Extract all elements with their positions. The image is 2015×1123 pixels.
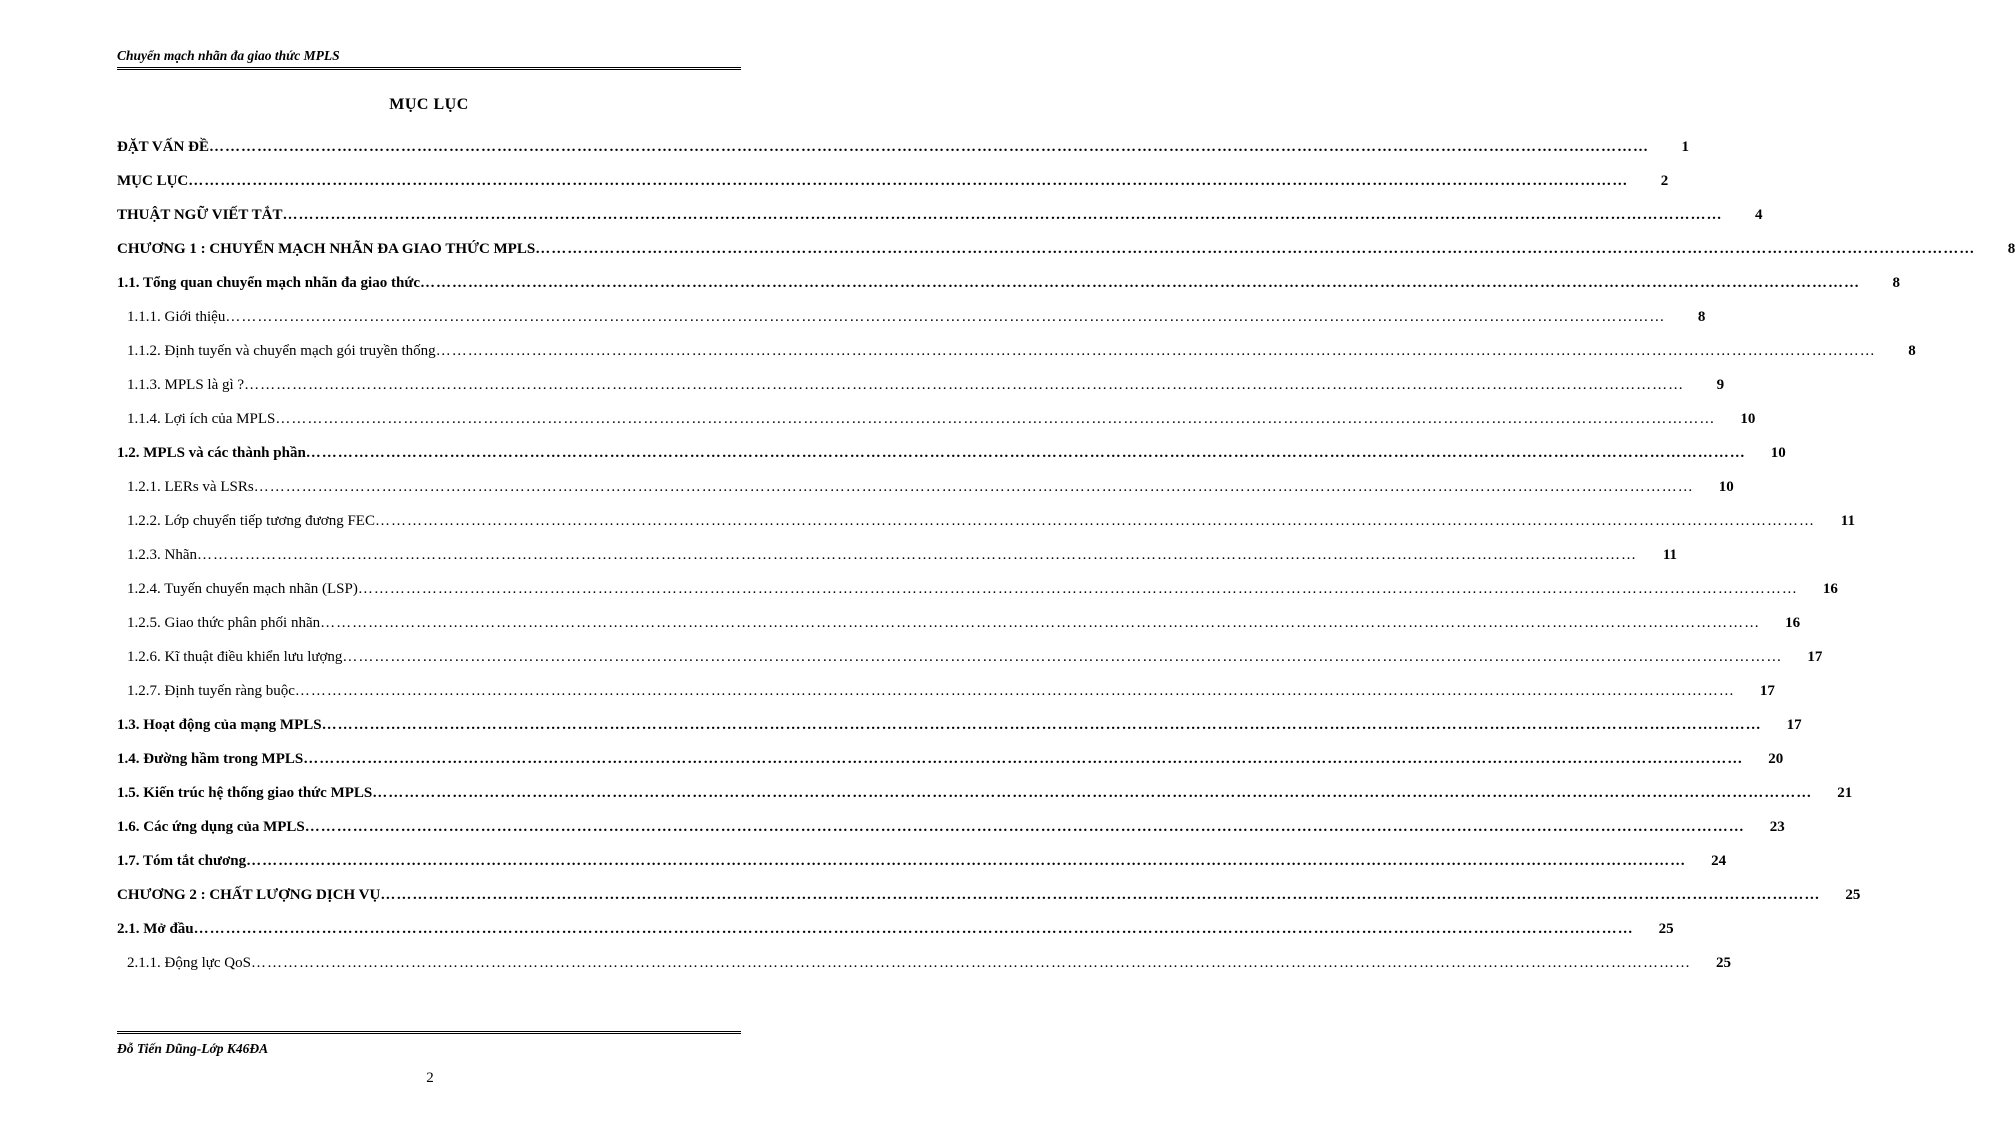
header-divider: [117, 67, 741, 70]
toc-page-number: 10: [1770, 444, 1786, 461]
footer-divider: [117, 1031, 741, 1034]
toc-page-number: 20: [1768, 750, 1784, 767]
toc-entry[interactable]: [117, 436, 1786, 470]
dot-leader: ………………………………………………………………………………………………………………………………………………………………………………………………………………………………………………: [303, 750, 1744, 767]
toc-entry-text: MỤC LỤC: [117, 172, 189, 189]
toc-entry[interactable]: [117, 334, 1916, 368]
toc-entry-text: 1.5. Kiến trúc hệ thống giao thức MPLS: [117, 784, 373, 801]
toc-entry-label: [117, 751, 1743, 768]
toc-entry-label: [117, 479, 1694, 496]
dot-leader: ………………………………………………………………………………………………………………………………………………………………………………………………………………………………………………: [321, 716, 1762, 733]
dot-leader: ………………………………………………………………………………………………………………………………………………………………………………………………………………………………………………: [250, 954, 1691, 971]
dot-leader: ………………………………………………………………………………………………………………………………………………………………………………………………………………………………………………: [188, 172, 1629, 189]
toc-page-number: 11: [1662, 546, 1677, 563]
toc-entry-label: [117, 819, 1745, 836]
toc-page-number: 8: [2007, 240, 2015, 257]
toc-page-number: 1: [1681, 138, 1689, 155]
toc-entry[interactable]: [117, 776, 1853, 810]
dot-leader: ………………………………………………………………………………………………………………………………………………………………………………………………………………………………………………: [246, 852, 1687, 869]
toc-entry[interactable]: [117, 572, 1838, 606]
toc-entry-text: 1.3. Hoạt động của mạng MPLS: [117, 716, 322, 733]
toc-entry-label: [117, 207, 1722, 224]
dot-leader: ………………………………………………………………………………………………………………………………………………………………………………………………………………………………………………: [342, 648, 1783, 665]
toc-entry-text: 1.2.6. Kĩ thuật điều khiển lưu lượng: [127, 648, 343, 665]
toc-entry-label: [117, 921, 1634, 938]
toc-entry[interactable]: [117, 402, 1756, 436]
toc-entry-text: CHƯƠNG 2 : CHẤT LƯỢNG DỊCH VỤ: [117, 886, 381, 903]
dot-leader: ………………………………………………………………………………………………………………………………………………………………………………………………………………………………………………: [193, 920, 1634, 937]
toc-entry[interactable]: [117, 198, 1763, 232]
toc-entry[interactable]: [117, 130, 1689, 164]
toc-entry[interactable]: [117, 946, 1731, 980]
toc-entry-text: 2.1.1. Động lực QoS: [127, 954, 251, 971]
table-of-contents: [117, 130, 2015, 980]
toc-page-number: 17: [1759, 682, 1775, 699]
toc-entry-label: [117, 241, 1975, 258]
toc-entry-label: [117, 581, 1798, 598]
toc-page-number: 25: [1658, 920, 1674, 937]
dot-leader: ………………………………………………………………………………………………………………………………………………………………………………………………………………………………………………: [253, 478, 1694, 495]
toc-entry-text: 1.2.1. LERs và LSRs: [127, 478, 254, 495]
dot-leader: ………………………………………………………………………………………………………………………………………………………………………………………………………………………………………………: [304, 818, 1745, 835]
toc-entry[interactable]: [117, 538, 1677, 572]
toc-entry-label: [117, 717, 1762, 734]
toc-entry-label: [117, 411, 1715, 428]
toc-entry-label: [117, 547, 1637, 564]
toc-entry[interactable]: [117, 470, 1734, 504]
toc-entry[interactable]: [117, 606, 1801, 640]
toc-page-number: 9: [1716, 376, 1725, 393]
toc-entry-label: [117, 513, 1815, 530]
toc-entry[interactable]: [117, 844, 1727, 878]
toc-entry[interactable]: [117, 674, 1775, 708]
dot-leader: ………………………………………………………………………………………………………………………………………………………………………………………………………………………………………………: [275, 410, 1716, 427]
toc-entry[interactable]: [117, 878, 1861, 912]
toc-entry-text: 1.2. MPLS và các thành phần: [117, 444, 306, 461]
toc-entry-text: ĐẶT VẤN ĐỀ: [117, 138, 209, 155]
dot-leader: ………………………………………………………………………………………………………………………………………………………………………………………………………………………………………………: [374, 512, 1815, 529]
toc-page-number: 8: [1892, 274, 1900, 291]
toc-page-number: 17: [1786, 716, 1802, 733]
dot-leader: ………………………………………………………………………………………………………………………………………………………………………………………………………………………………………………: [435, 342, 1876, 359]
dot-leader: ………………………………………………………………………………………………………………………………………………………………………………………………………………………………………………: [357, 580, 1798, 597]
toc-entry-text: 1.2.7. Định tuyến ràng buộc: [127, 682, 295, 699]
toc-page-number: 11: [1840, 512, 1855, 529]
dot-leader: ………………………………………………………………………………………………………………………………………………………………………………………………………………………………………………: [372, 784, 1813, 801]
toc-entry[interactable]: [117, 640, 1823, 674]
toc-entry-label: [117, 309, 1665, 326]
toc-page-number: 10: [1740, 410, 1756, 427]
toc-entry[interactable]: [117, 504, 1855, 538]
toc-entry[interactable]: [117, 232, 2015, 266]
toc-entry[interactable]: [117, 300, 1706, 334]
toc-entry-label: [117, 649, 1782, 666]
toc-page-number: 4: [1754, 206, 1763, 223]
toc-page-number: 2: [1660, 172, 1669, 189]
toc-entry-text: 1.1. Tổng quan chuyển mạch nhãn đa giao thức: [117, 274, 420, 291]
footer-author: Đỗ Tiến Dũng-Lớp K46ĐA: [117, 1041, 269, 1056]
toc-entry-label: [117, 173, 1628, 190]
page-number: 2: [426, 1070, 434, 1086]
toc-entry-label: [117, 683, 1735, 700]
toc-entry-text: 2.1. Mở đầu: [117, 920, 194, 937]
toc-entry-label: [117, 377, 1684, 394]
dot-leader: ………………………………………………………………………………………………………………………………………………………………………………………………………………………………………………: [282, 206, 1723, 223]
toc-page-number: 10: [1718, 478, 1734, 495]
dot-leader: ………………………………………………………………………………………………………………………………………………………………………………………………………………………………………………: [244, 376, 1685, 393]
toc-entry-text: 1.1.4. Lợi ích của MPLS: [127, 410, 276, 427]
page-title: MỤC LỤC: [389, 96, 469, 113]
dot-leader: ………………………………………………………………………………………………………………………………………………………………………………………………………………………………………………: [225, 308, 1666, 325]
toc-entry[interactable]: [117, 810, 1785, 844]
dot-leader: ………………………………………………………………………………………………………………………………………………………………………………………………………………………………………………: [535, 240, 1976, 257]
toc-entry-label: [117, 275, 1860, 292]
toc-entry-label: [117, 785, 1812, 802]
toc-entry-text: 1.4. Đường hầm trong MPLS: [117, 750, 304, 767]
toc-entry[interactable]: [117, 266, 1900, 300]
toc-entry-label: [117, 955, 1691, 972]
toc-page-number: 25: [1715, 954, 1731, 971]
toc-entry-label: [117, 615, 1760, 632]
toc-page-number: 25: [1845, 886, 1861, 903]
toc-entry-text: 1.2.3. Nhãn: [127, 546, 197, 563]
toc-entry-text: 1.1.3. MPLS là gì ?: [127, 376, 245, 393]
dot-leader: ………………………………………………………………………………………………………………………………………………………………………………………………………………………………………………: [294, 682, 1735, 699]
toc-entry-text: CHƯƠNG 1 : CHUYỂN MẠCH NHÃN ĐA GIAO THỨC MPLS: [117, 240, 536, 257]
toc-entry-text: 1.2.2. Lớp chuyển tiếp tương đương FEC: [127, 512, 375, 529]
toc-entry-text: 1.1.2. Định tuyến và chuyển mạch gói truyền thống: [127, 342, 436, 359]
toc-page-number: 24: [1711, 852, 1727, 869]
toc-page-number: 8: [1908, 342, 1916, 359]
toc-entry-text: 1.7. Tóm tắt chương: [117, 852, 247, 869]
dot-leader: ………………………………………………………………………………………………………………………………………………………………………………………………………………………………………………: [380, 886, 1821, 903]
toc-entry-text: 1.2.5. Giao thức phân phối nhãn: [127, 614, 321, 631]
dot-leader: ………………………………………………………………………………………………………………………………………………………………………………………………………………………………………………: [208, 138, 1649, 155]
toc-entry[interactable]: [117, 708, 1802, 742]
toc-entry-label: [117, 139, 1649, 156]
dot-leader: ………………………………………………………………………………………………………………………………………………………………………………………………………………………………………………: [305, 444, 1746, 461]
toc-entry-label: [117, 445, 1746, 462]
toc-page-number: 16: [1785, 614, 1801, 631]
dot-leader: ………………………………………………………………………………………………………………………………………………………………………………………………………………………………………………: [197, 546, 1637, 563]
toc-page-number: 8: [1697, 308, 1706, 325]
toc-entry[interactable]: [117, 912, 1674, 946]
toc-entry-text: 1.2.4. Tuyến chuyển mạch nhãn (LSP): [127, 580, 358, 597]
toc-entry-label: [117, 853, 1686, 870]
running-header: Chuyển mạch nhãn đa giao thức MPLS: [117, 48, 340, 63]
toc-entry-text: THUẬT NGỮ VIẾT TẮT: [117, 206, 283, 223]
toc-page-number: 16: [1822, 580, 1838, 597]
toc-entry-text: 1.1.1. Giới thiệu: [127, 308, 226, 325]
dot-leader: ………………………………………………………………………………………………………………………………………………………………………………………………………………………………………………: [320, 614, 1761, 631]
toc-entry-label: [117, 887, 1820, 904]
toc-entry[interactable]: [117, 368, 1725, 402]
toc-entry[interactable]: [117, 164, 1669, 198]
toc-page-number: 23: [1769, 818, 1785, 835]
toc-page-number: 17: [1807, 648, 1823, 665]
dot-leader: ………………………………………………………………………………………………………………………………………………………………………………………………………………………………………………: [419, 274, 1860, 291]
toc-entry-label: [117, 343, 1876, 360]
toc-page-number: 21: [1837, 784, 1853, 801]
toc-entry-text: 1.6. Các ứng dụng của MPLS: [117, 818, 305, 835]
toc-entry[interactable]: [117, 742, 1784, 776]
